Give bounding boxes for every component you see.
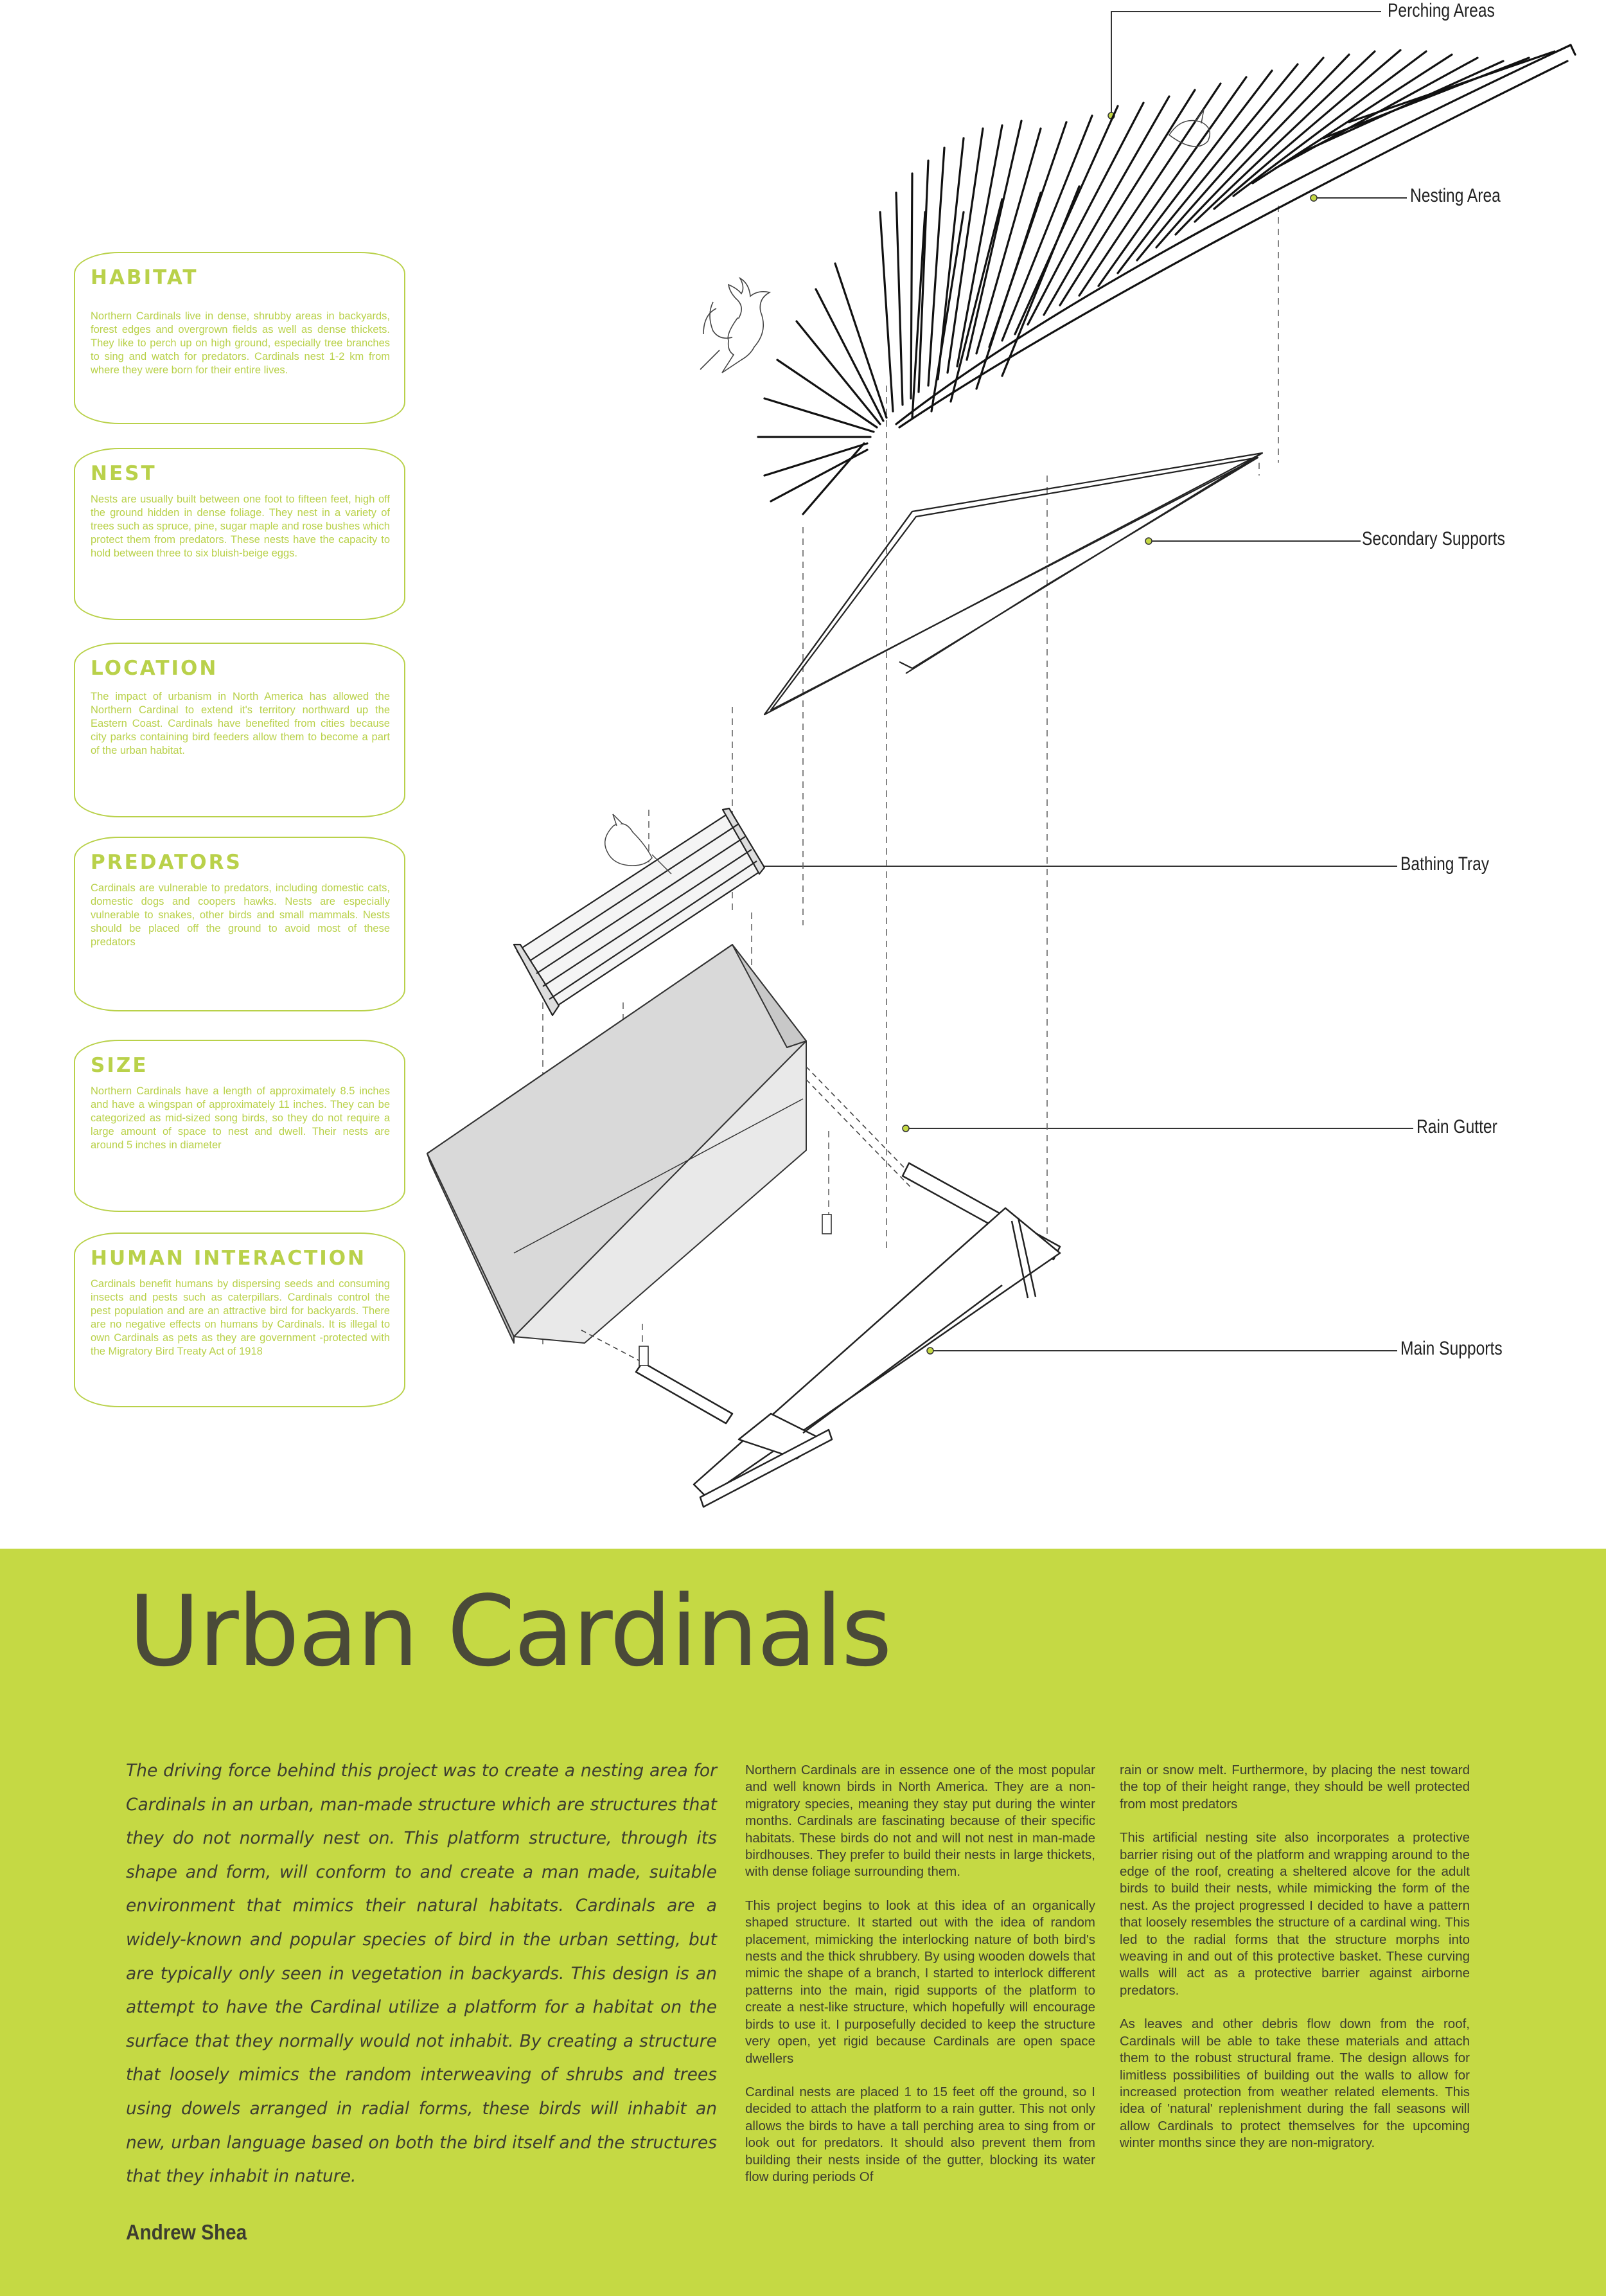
- callout-text: The impact of urbanism in North America has allowed the Northern Cardinal to extend it's territory northward up the Eastern Coast. Cardinals have benefited from cities because city parks containing bird feeders allow them to become a part of the urban habitat.: [91, 691, 390, 756]
- label-main-supports: Main Supports: [1400, 1338, 1503, 1359]
- author-name: Andrew Shea: [126, 2220, 247, 2244]
- callout-size: [74, 1040, 405, 1212]
- callout-nest: [74, 448, 405, 620]
- intro-paragraph: The driving force behind this project was to create a nesting area for Cardinals in an urban, man-made structure which are structures that they do not normally nest on. This platform structure, through its shape and form, will conform to and create a man made, suitable environment that mimics their natural habitats. Cardinals are a widely-known and popular species of bird in the urban setting, but are typically only seen in vegetation in backyards. This design is an attempt to have the Cardinal utilize a platform for a habitat on the surface that they normally would not inhabit. By creating a structure that loosely mimics the random interweaving of shrubs and trees using dowels arranged in radial forms, these birds will inhabit an new, urban language based on both the bird itself and the structures that they inhabit in nature.: [126, 1761, 717, 2187]
- callout-text: Cardinals are vulnerable to predators, including domestic cats, domestic dogs and coopers hawks. Nests are especially vulnerable to snakes, other birds and small mammals. Nests should be placed off the ground to avoid most of these predators: [91, 882, 390, 948]
- callout-title: HABITAT: [91, 266, 199, 289]
- callout-title: NEST: [91, 462, 157, 485]
- body-paragraph: As leaves and other debris flow down from the roof, Cardinals will be able to take these materials and attach them to the robust structural frame. The design allows for limitless possibilities of building out the walls to allow for increased protection from weather related elements. This idea of 'natural' replenishment during the fall seasons will allow Cardinals to protect themselves for the upcoming winter months since they are non-migratory.: [1120, 2016, 1470, 2151]
- callout-text: Northern Cardinals live in dense, shrubby areas in backyards, forest edges and overgrown fields as well as dense thickets. They like to perch up on high ground, especially tree branches to sing and watch for predators. Cardinals nest 1-2 km from where they were born for their entire lives.: [91, 310, 390, 376]
- callout-title: LOCATION: [91, 657, 218, 680]
- callout-human-interaction: [74, 1233, 405, 1407]
- label-secondary-supports: Secondary Supports: [1362, 528, 1505, 549]
- callout-predators: [74, 837, 405, 1011]
- body-paragraph: This project begins to look at this idea of an organically shaped structure. It started out with the idea of random placement, mimicking the interlocking nature of both bird's nests and the thick shrubbery. By using wooden dowels that mimic the shape of a branch, I started to interlock different patterns into the main, rigid supports of the platform to create a nest-like structure, which hopefully will encourage birds to use it. I purposefully decided to keep the structure very open, yet rigid because Cardinals are open space dwellers: [745, 1898, 1095, 2066]
- body-paragraph: Cardinal nests are placed 1 to 15 feet off the ground, so I decided to attach the platform to a rain gutter. This not only allows the birds to have a tall perching area to sing from or look out for predators. It should also prevent them from building their nests inside of the gutter, blocking its water flow during periods Of: [745, 2084, 1095, 2184]
- label-bathing-tray: Bathing Tray: [1400, 853, 1490, 875]
- callout-location: [74, 643, 405, 817]
- callout-text: Northern Cardinals have a length of approximately 8.5 inches and have a wingspan of approximately 11 inches. They can be categorized as mid-sized song birds, so they do not require a large amount of space to nest and dwell. Their nests are around 5 inches in diameter: [91, 1085, 390, 1151]
- callout-text: Nests are usually built between one foot to fifteen feet, high off the ground hidden in dense foliage. They nest in a variety of trees such as spruce, pine, sugar maple and rose bushes which protect them from predators. These nests have the capacity to hold between three to six bluish-beige eggs.: [91, 494, 390, 559]
- body-paragraph: This artificial nesting site also incorporates a protective barrier rising out of the platform and wrapping around to the edge of the roof, creating a sheltered alcove for the adult birds to build their nests, while mimicking the form of the nest. As the project progressed I decided to have a pattern that loosely resembles the structure of a cardinal wing. This led to the radial forms that the structure morphs into weaving in and out of this protective basket. These curving walls will act as a protective barrier against airborne predators.: [1120, 1830, 1470, 1998]
- label-rain-gutter: Rain Gutter: [1416, 1116, 1497, 1137]
- callout-title: HUMAN INTERACTION: [91, 1247, 367, 1270]
- callout-habitat: [74, 252, 405, 424]
- label-nesting-area: Nesting Area: [1410, 185, 1501, 206]
- label-perching-areas: Perching Areas: [1388, 0, 1495, 21]
- body-column-1: [745, 1762, 1095, 2202]
- page-title: Urban Cardinals: [128, 1574, 891, 1688]
- callout-title: PREDATORS: [91, 851, 242, 874]
- body-column-2: [1120, 1762, 1470, 2169]
- callout-text: Cardinals benefit humans by dispersing seeds and consuming insects and pests such as caterpillars. Cardinals control the pest population and are an attractive bird for backyards. There are no negative effects on humans by Cardinals. It is illegal to own Cardinals as pets as they are government -protected with the Migratory Bird Treaty Act of 1918: [91, 1278, 390, 1357]
- body-paragraph: Northern Cardinals are in essence one of the most popular and well known birds in North America. They are a non-migratory species, meaning they stay put during the winter months. Cardinals are fascinating because of their specific habitats. These birds do not and will not nest in man-made birdhouses. They prefer to build their nests in large thickets, with dense foliage surrounding them.: [745, 1763, 1095, 1880]
- body-paragraph: rain or snow melt. Furthermore, by placing the nest toward the top of their height range, they should be well protected from most predators: [1120, 1763, 1470, 1811]
- callout-title: SIZE: [91, 1054, 148, 1077]
